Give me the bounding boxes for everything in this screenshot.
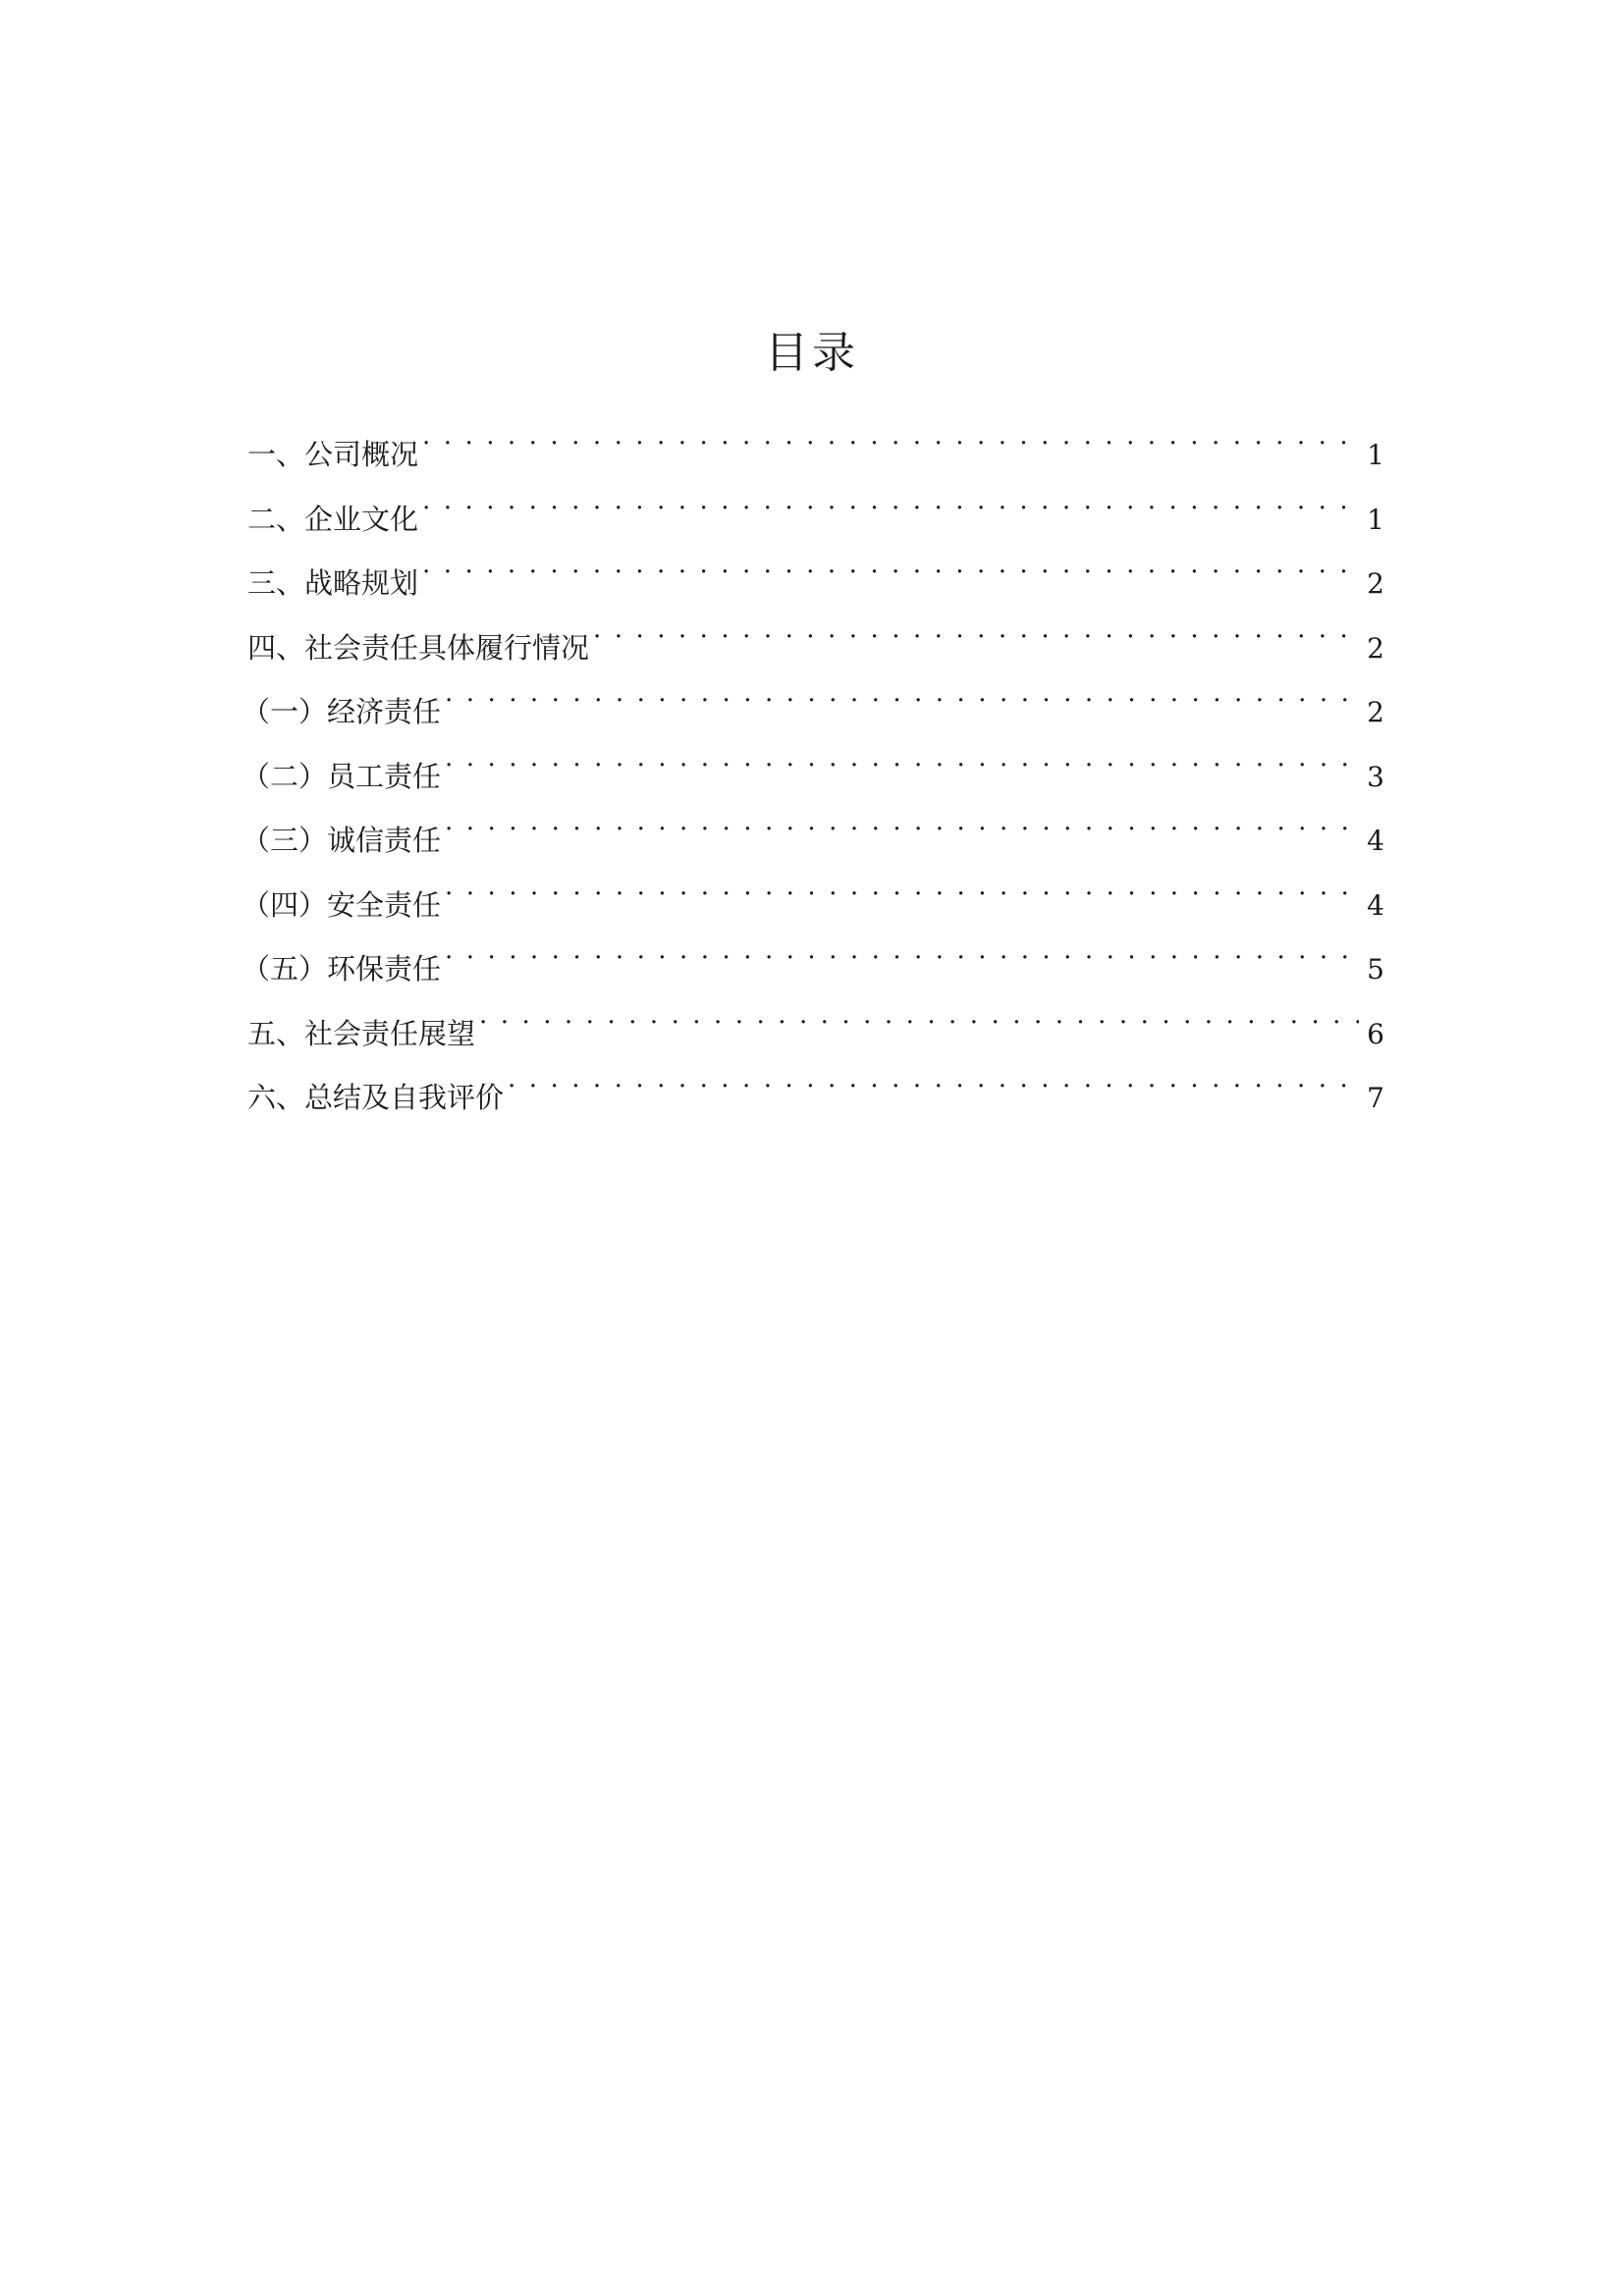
toc-entry-label: 六、总结及自我评价 xyxy=(247,1081,505,1114)
toc-dot-leader xyxy=(422,407,1359,464)
toc-entry-label: 一、公司概况 xyxy=(247,438,419,471)
toc-entry-page: 2 xyxy=(1367,567,1384,600)
toc-entry-label: 四、社会责任具体履行情况 xyxy=(247,630,590,665)
toc-dot-leader xyxy=(445,665,1359,721)
toc-entry-label: 三、战略规划 xyxy=(247,566,419,600)
toc-entry-page: 7 xyxy=(1367,1082,1384,1114)
toc-dot-leader xyxy=(422,472,1359,529)
toc-entry-label: 二、企业文化 xyxy=(247,502,419,536)
toc-entry-label: （一）经济责任 xyxy=(242,695,442,728)
toc-entry-page: 2 xyxy=(1367,631,1384,665)
toc-entry-page: 3 xyxy=(1367,760,1384,793)
toc-entry[interactable] xyxy=(247,407,1384,472)
toc-entry-page: 2 xyxy=(1367,696,1384,728)
toc-title: 目录 xyxy=(765,328,859,378)
toc-dot-leader xyxy=(445,729,1359,786)
toc-dot-leader xyxy=(445,793,1359,850)
toc-entry-label: （四）安全责任 xyxy=(242,887,442,922)
toc-entry-page: 4 xyxy=(1367,825,1384,857)
toc-entry-page: 6 xyxy=(1367,1017,1384,1050)
toc-dot-leader xyxy=(445,858,1359,915)
toc-entry-label: （三）诚信责任 xyxy=(242,824,442,857)
table-of-contents xyxy=(242,407,1384,1115)
toc-dot-leader xyxy=(593,601,1359,658)
toc-entry-page: 4 xyxy=(1367,888,1384,922)
toc-entry-page: 5 xyxy=(1367,953,1384,986)
toc-dot-leader xyxy=(508,1050,1359,1107)
toc-entry-label: （五）环保责任 xyxy=(242,952,442,986)
toc-dot-leader xyxy=(422,536,1359,593)
toc-entry-page: 1 xyxy=(1367,503,1384,536)
toc-dot-leader xyxy=(445,922,1359,979)
toc-entry-label: 五、社会责任展望 xyxy=(247,1016,476,1050)
toc-entry-page: 1 xyxy=(1367,439,1384,471)
toc-dot-leader xyxy=(479,987,1359,1043)
toc-entry-label: （二）员工责任 xyxy=(242,759,442,793)
